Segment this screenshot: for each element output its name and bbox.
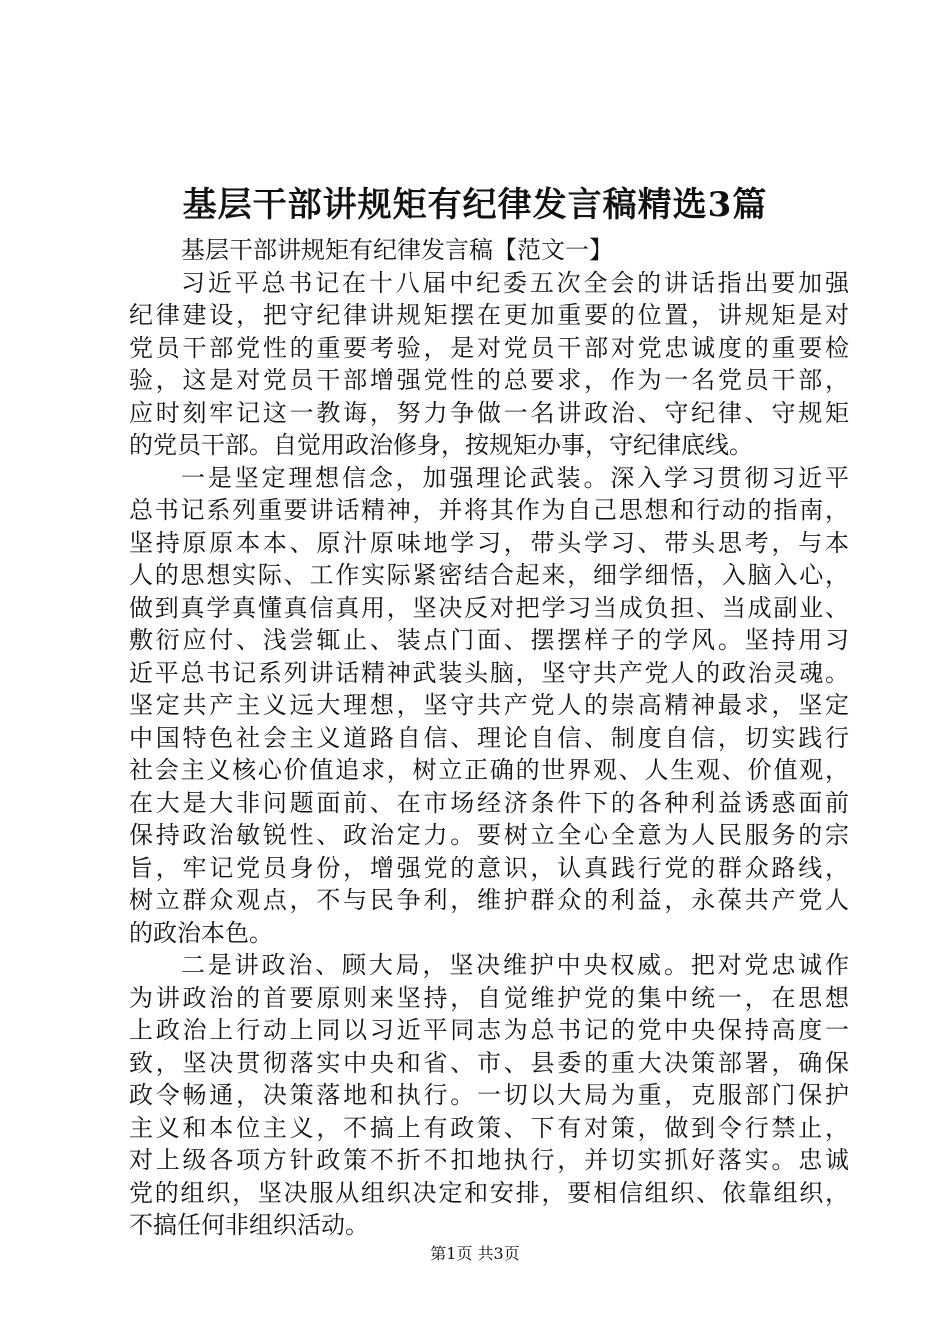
paragraph-line: 对上级各项方针政策不折不扣地执行，并切实抓好落实。忠诚 [129,1146,849,1174]
page-number: 第1页 共3页 [430,1244,520,1263]
paragraph-line: 坚定共产主义远大理想，坚守共产党人的崇高精神最求，坚定 [129,691,849,719]
document-subtitle: 基层干部讲规矩有纪律发言稿【范文一】 [181,236,613,264]
paragraph-line: 一是坚定理想信念，加强理论武装。深入学习贯彻习近平 [181,463,849,492]
paragraph-line: 旨，牢记党员身份，增强党的意识，认真践行党的群众路线， [129,853,849,882]
paragraph-line: 坚持原原本本、原汁原味地学习，带头学习、带头思考，与本 [129,528,849,557]
paragraph-line: 的政治本色。 [129,918,273,947]
paragraph-line: 党的组织，坚决服从组织决定和安排，要相信组织、依靠组织， [129,1178,849,1207]
paragraph-line: 社会主义核心价值追求，树立正确的世界观、人生观、价值观， [129,756,849,784]
paragraph-line: 保持政治敏锐性、政治定力。要树立全心全意为人民服务的宗 [129,821,849,849]
paragraph-line: 中国特色社会主义道路自信、理论自信、制度自信，切实践行 [129,723,849,752]
paragraph-line: 为讲政治的首要原则来坚持，自觉维护党的集中统一，在思想 [129,983,849,1012]
paragraph-2 [129,462,849,950]
paragraph-line: 总书记系列重要讲话精神，并将其作为自己思想和行动的指南， [129,496,849,524]
paragraph-line: 近平总书记系列讲话精神武装头脑，坚守共产党人的政治灵魂。 [129,658,849,687]
paragraph-line: 党员干部党性的重要考验，是对党员干部对党忠诚度的重要检 [129,333,849,362]
paragraph-line: 习近平总书记在十八届中纪委五次全会的讲话指出要加强 [181,268,849,297]
paragraph-line: 二是讲政治、顾大局，坚决维护中央权威。把对党忠诚作 [181,951,849,979]
paragraph-line: 致，坚决贯彻落实中央和省、市、县委的重大决策部署，确保 [129,1048,849,1077]
paragraph-line: 主义和本位主义，不搞上有政策、下有对策，做到令行禁止， [129,1113,849,1142]
paragraph-line: 在大是大非问题面前、在市场经济条件下的各种利益诱惑面前 [129,788,849,817]
paragraph-line: 不搞任何非组织活动。 [129,1211,369,1239]
paragraph-line: 敷衍应付、浅尝辄止、装点门面、摆摆样子的学风。坚持用习 [129,626,849,654]
paragraph-line: 上政治上行动上同以习近平同志为总书记的党中央保持高度一 [129,1016,849,1044]
paragraph-line: 树立群众观点，不与民争利，维护群众的利益，永葆共产党人 [129,886,849,914]
document-title: 基层干部讲规矩有纪律发言稿精选3篇 [182,185,768,225]
paragraph-line: 纪律建设，把守纪律讲规矩摆在更加重要的位置，讲规矩是对 [129,301,849,329]
paragraph-line: 的党员干部。自觉用政治修身，按规矩办事，守纪律底线。 [129,431,753,459]
paragraph-3 [129,949,849,1242]
paragraph-1 [129,267,849,462]
paragraph-line: 人的思想实际、工作实际紧密结合起来，细学细悟，入脑入心， [129,561,849,589]
document-body [129,234,849,1242]
paragraph-line: 应时刻牢记这一教诲，努力争做一名讲政治、守纪律、守规矩 [129,398,849,427]
paragraph-line: 政令畅通，决策落地和执行。一切以大局为重，克服部门保护 [129,1081,849,1109]
paragraph-line: 验，这是对党员干部增强党性的总要求，作为一名党员干部， [129,366,849,394]
paragraph-line: 做到真学真懂真信真用，坚决反对把学习当成负担、当成副业、 [129,593,849,622]
